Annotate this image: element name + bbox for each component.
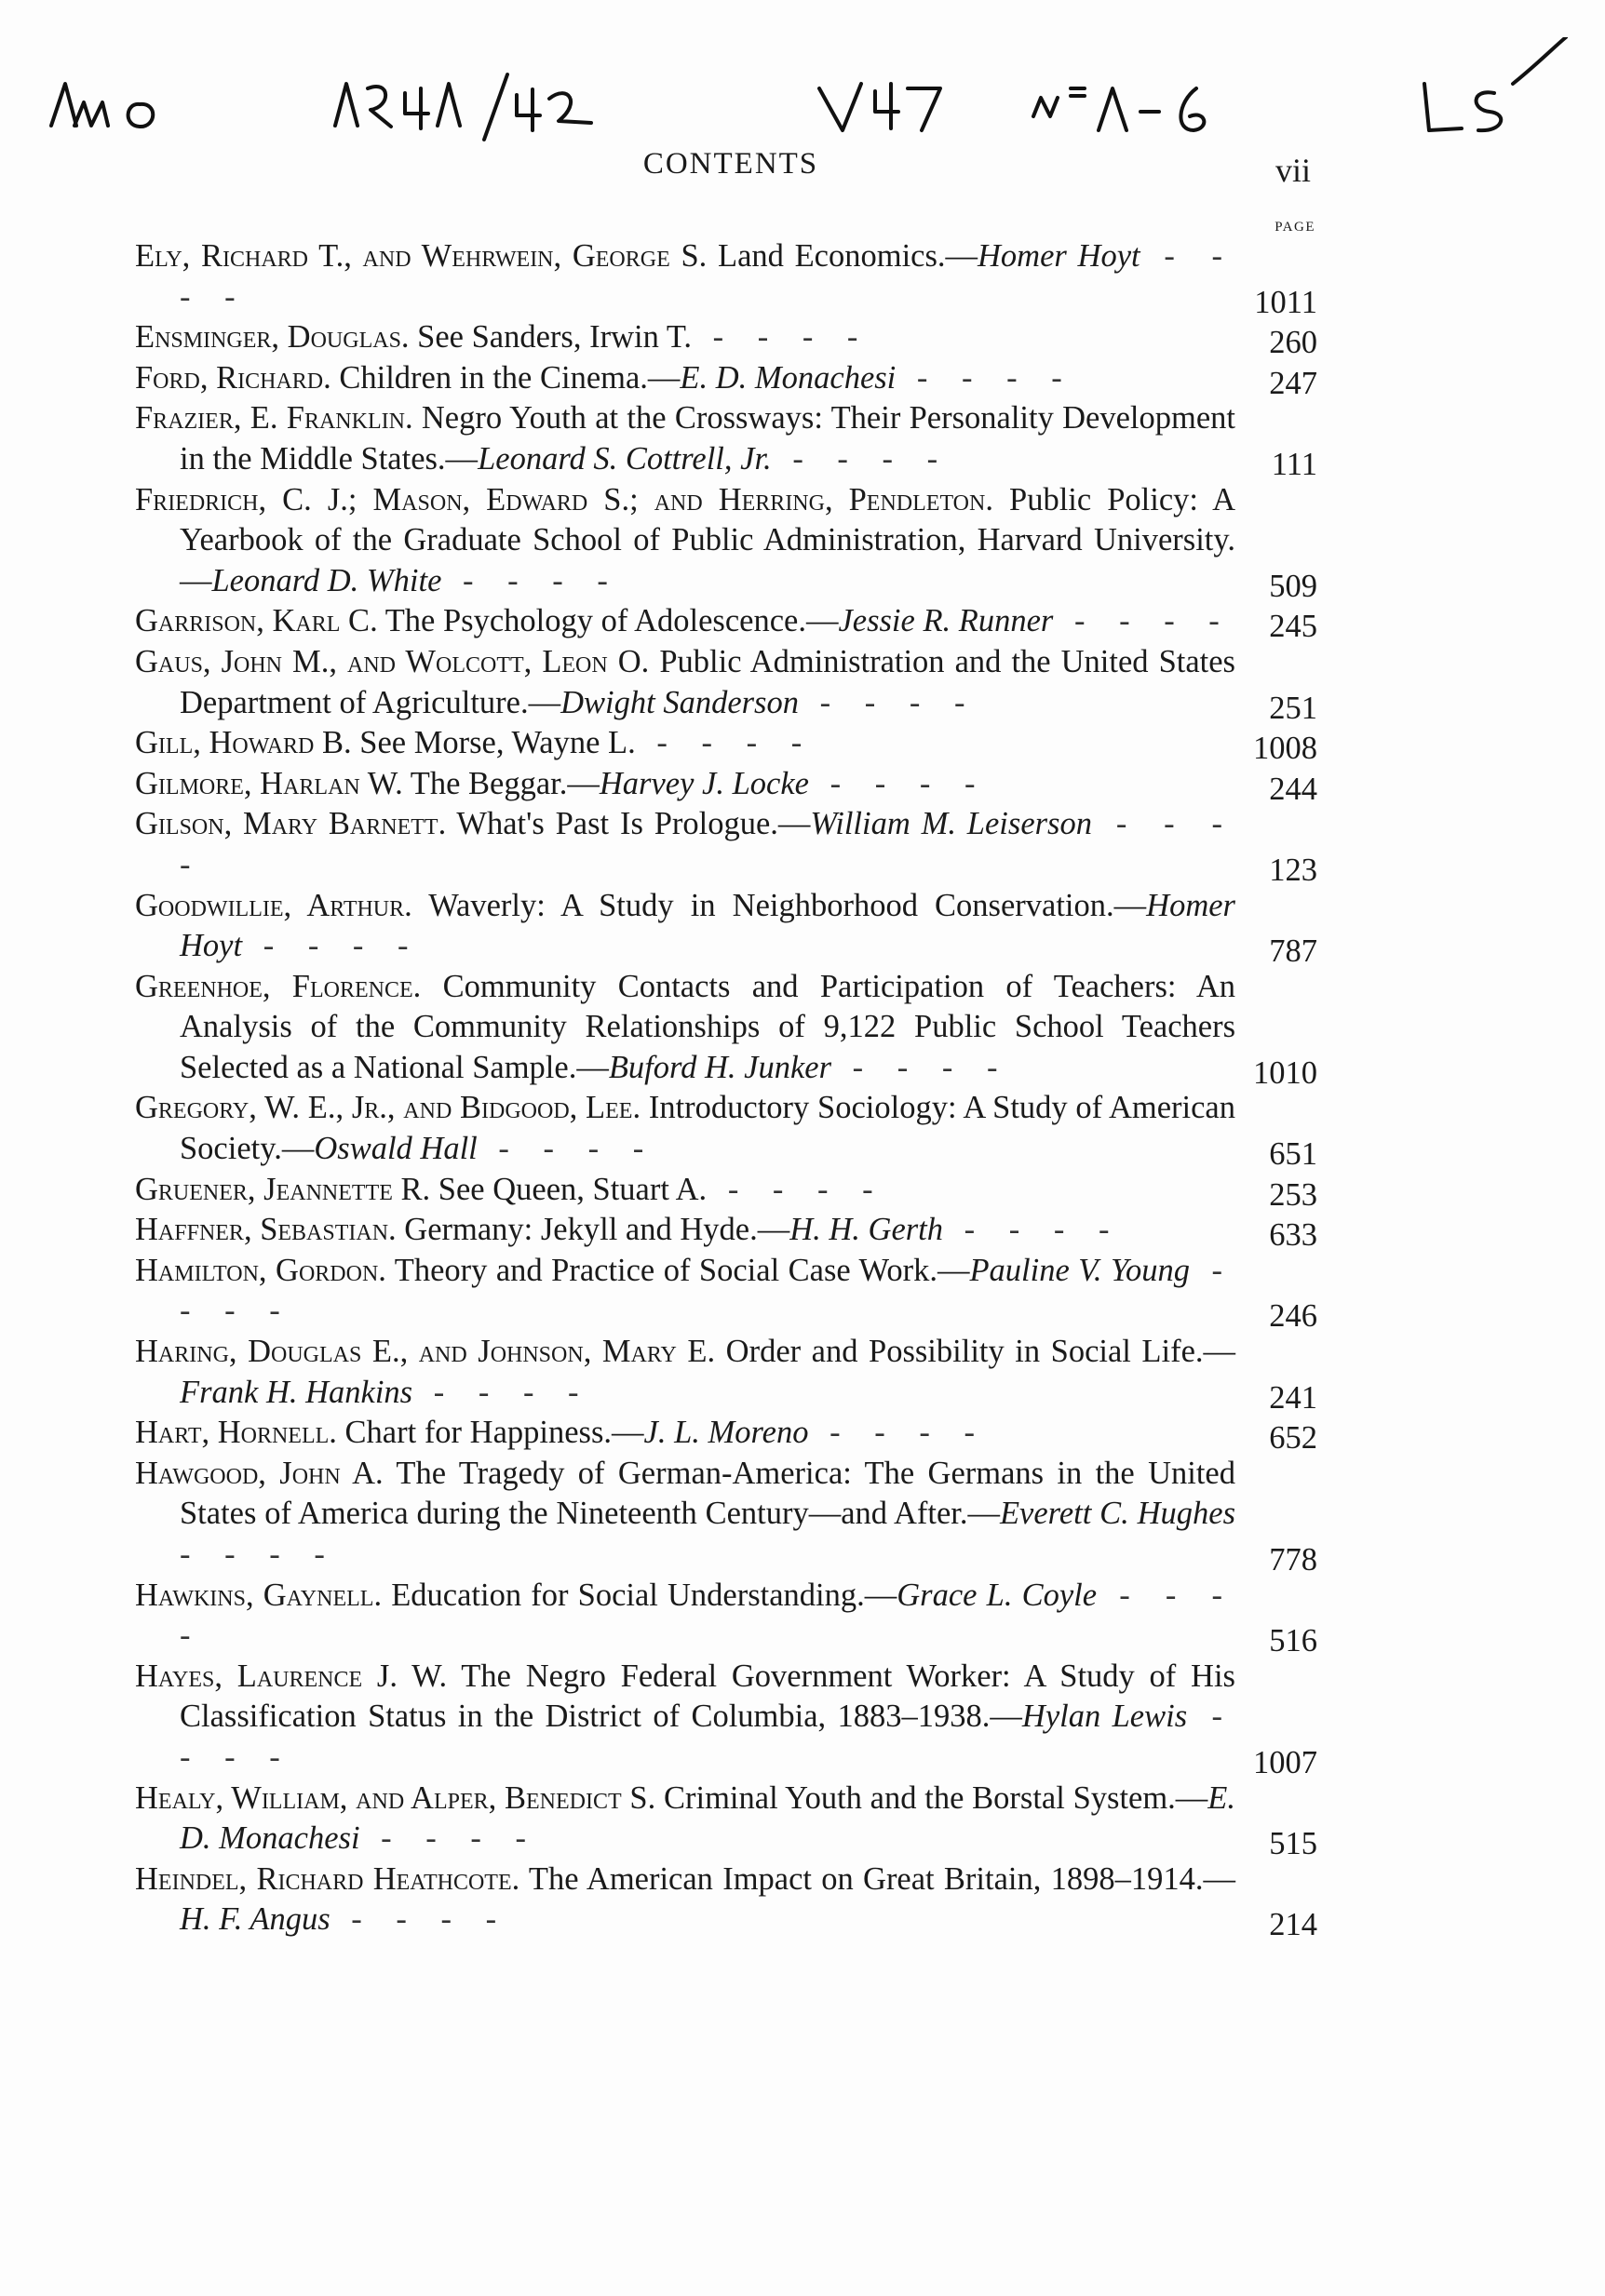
entry-text [135,1454,1235,1576]
contents-entry [135,358,1317,399]
contents-entry [135,236,1317,320]
entry-author: Gill, Howard B. [135,725,352,761]
entry-author: Hayes, Laurence J. W. [135,1658,448,1694]
entry-title: The Negro Federal Government Worker: A Study of His Classification Status in the District of Columbia, 1883–1938.— [180,1658,1235,1735]
entry-text [135,480,1235,602]
page-column-label: PAGE [1275,220,1315,235]
entry-page-number: 251 [1269,690,1317,726]
entry-author: Gilson, Mary Barnett. [135,806,447,842]
entry-author: Hawkins, Gaynell. [135,1577,383,1613]
entry-reviewer: Jessie R. Runner [838,603,1054,639]
dot-leaders: - - - - [441,562,621,598]
contents-entry [135,804,1317,888]
entry-page-number: 253 [1269,1176,1317,1213]
dot-leaders: - - - - [831,1049,1011,1085]
entry-reviewer: Homer Hoyt [978,238,1140,274]
entry-text [135,764,1235,805]
entry-reviewer: Hylan Lewis [1021,1699,1188,1735]
entry-page-number: 247 [1269,365,1317,401]
contents-entry [135,967,1317,1089]
contents-entry [135,1088,1317,1173]
entry-page-number: 123 [1269,852,1317,888]
entry-page-number: 111 [1271,446,1317,482]
entry-title: Germany: Jekyll and Hyde.— [404,1212,790,1248]
entry-reviewer: Leonard S. Cottrell, Jr. [478,440,772,477]
entry-text [135,1251,1235,1332]
entry-reviewer: Leonard D. White [211,562,442,598]
entry-text [135,601,1235,642]
entry-title: See Queen, Stuart A. [438,1171,708,1207]
entry-text [135,642,1235,723]
entry-title: Criminal Youth and the Borstal System.— [664,1779,1208,1816]
entry-title: The Beggar.— [410,765,600,801]
entry-reviewer: Grace L. Coyle [897,1577,1098,1613]
entry-text [135,1779,1235,1860]
contents-entry [135,723,1317,767]
contents-entry [135,1170,1317,1211]
entry-title: Chart for Happiness.— [344,1415,644,1451]
entry-page-number: 241 [1269,1379,1317,1416]
entry-page-number: 516 [1269,1623,1317,1659]
contents-entry [135,601,1317,645]
entry-author: Goodwillie, Arthur. [135,887,412,923]
entry-page-number: 509 [1269,568,1317,604]
entry-author: Gregory, W. E., Jr., and Bidgood, Lee. [135,1090,641,1126]
entry-author: Gruener, Jeannette R. [135,1171,431,1207]
contents-entry [135,1454,1317,1576]
entry-reviewer: H. F. Angus [180,1901,330,1938]
dot-leaders: - - - - [330,1901,510,1938]
entry-text [135,1210,1235,1251]
running-header-page-numeral: vii [1275,152,1311,189]
entry-page-number: 652 [1269,1420,1317,1457]
contents-entry [135,886,1317,970]
contents-entry [135,398,1317,482]
entry-title: Theory and Practice of Social Case Work.— [394,1252,970,1288]
contents-entry [135,480,1317,602]
contents-list [135,236,1317,1943]
entry-page-number: 214 [1269,1907,1317,1943]
entry-author: Healy, William, and Alper, Benedict S. [135,1779,656,1816]
entry-text [135,1170,1235,1211]
entry-title: What's Past Is Prologue.— [456,806,811,842]
entry-text [135,1413,1235,1454]
entry-author: Greenhoe, Florence. [135,968,422,1004]
dot-leaders: - - - - [180,1252,1235,1329]
entry-title: Community Contacts and Participation of Teachers: An Analysis of the Community Relationships of 9,122 Public School Teachers Selected as a National Sample.— [180,968,1236,1085]
entry-author: Haffner, Sebastian. [135,1212,397,1248]
entry-author: Garrison, Karl C. [135,603,378,639]
dot-leaders: - - - - [707,1171,886,1207]
dot-leaders: - - - - [180,806,1235,882]
contents-entry [135,1413,1317,1457]
entry-text [135,358,1235,399]
contents-entry [135,642,1317,726]
entry-title: Public Administration and the United States Department of Agriculture.— [180,643,1235,720]
entry-text [135,317,1235,358]
dot-leaders: - - - - [1053,603,1233,639]
entry-text [135,1332,1235,1413]
entry-reviewer: Buford H. Junker [608,1049,832,1085]
dot-leaders: - - - - [635,725,816,761]
entry-author: Heindel, Richard Heathcote. [135,1860,520,1897]
entry-page-number: 633 [1269,1217,1317,1254]
contents-entry [135,1210,1317,1254]
dot-leaders: - - - - [477,1131,657,1167]
contents-entry [135,1576,1317,1657]
entry-page-number: 1008 [1253,731,1317,767]
dot-leaders: - - - - [771,440,951,477]
dot-leaders: - - - - [798,684,978,720]
entry-title: The Psychology of Adolescence.— [384,603,839,639]
dot-leaders: - - - - [180,1537,338,1572]
entry-author: Ely, Richard T., and Wehrwein, George S. [135,238,708,274]
entry-reviewer: H. H. Gerth [789,1212,944,1248]
entry-text [135,1576,1235,1657]
entry-text [135,804,1235,885]
contents-entry [135,1332,1317,1416]
contents-entry [135,1779,1317,1860]
dot-leaders: - - - - [359,1820,540,1857]
entry-reviewer: E. D. Monachesi [680,359,897,396]
dot-leaders: - - - - [808,765,989,801]
entry-title: Order and Possibility in Social Life.— [725,1334,1236,1370]
entry-page-number: 778 [1269,1542,1317,1578]
entry-title: Waverly: A Study in Neighborhood Conservation.— [428,887,1147,923]
entry-text [135,398,1235,479]
entry-page-number: 246 [1269,1298,1317,1335]
dot-leaders: - - - - [180,1577,1235,1654]
entry-page-number: 245 [1269,609,1317,645]
running-header-title: CONTENTS [642,147,819,181]
entry-author: Gaus, John M., and Wolcott, Leon O. [135,643,650,679]
entry-reviewer: William M. Leiserson [810,806,1092,842]
entry-title: The Tragedy of German-America: The Germans in the United States of America during the Nineteenth Century—and After.— [180,1455,1235,1532]
dot-leaders: - - - - [412,1374,592,1410]
entry-reviewer: Pauline V. Young [969,1252,1190,1288]
entry-page-number: 787 [1269,933,1317,970]
entry-text [135,1088,1235,1169]
entry-author: Hamilton, Gordon. [135,1252,386,1288]
entry-author: Hawgood, John A. [135,1455,384,1491]
entry-reviewer: Dwight Sanderson [560,684,799,720]
entry-page-number: 515 [1269,1826,1317,1862]
entry-title: Introductory Sociology: A Study of American Society.— [180,1090,1235,1167]
contents-entry [135,317,1317,361]
entry-text [135,723,1235,764]
entry-reviewer: Oswald Hall [314,1131,478,1167]
contents-entry [135,1657,1317,1779]
entry-reviewer: J. L. Moreno [643,1415,809,1451]
entry-author: Friedrich, C. J.; Mason, Edward S.; and Herring, Pendleton. [135,481,993,517]
entry-author: Frazier, E. Franklin. [135,400,413,436]
contents-entry [135,1251,1317,1335]
entry-text [135,886,1235,967]
entry-reviewer: Homer Hoyt [180,887,1235,964]
dot-leaders: - - - - [896,359,1075,396]
entry-text [135,1657,1235,1779]
entry-title: Education for Social Understanding.— [391,1577,897,1613]
dot-leaders: - - - - [943,1212,1123,1248]
entry-title: Public Policy: A Yearbook of the Graduate School of Public Administration, Harvard University.— [180,481,1236,598]
dot-leaders: - - - - [808,1415,988,1451]
entry-author: Ensminger, Douglas. [135,319,410,356]
entry-reviewer: Harvey J. Locke [599,765,809,801]
entry-page-number: 1007 [1253,1744,1317,1780]
entry-text [135,236,1235,317]
entry-title: See Morse, Wayne L. [359,725,636,761]
entry-page-number: 1010 [1253,1054,1317,1091]
dot-leaders: - - - - [180,238,1235,315]
entry-text [135,967,1235,1089]
dot-leaders: - - - - [242,928,422,964]
entry-author: Hart, Hornell. [135,1415,337,1451]
entry-author: Haring, Douglas E., and Johnson, Mary E. [135,1334,716,1370]
contents-entry [135,1860,1317,1943]
entry-title: Children in the Cinema.— [339,359,681,396]
entry-author: Gilmore, Harlan W. [135,765,403,801]
entry-page-number: 1011 [1254,284,1317,320]
entry-reviewer: Everett C. Hughes [999,1496,1235,1532]
dot-leaders: - - - - [691,319,871,356]
entry-title: Negro Youth at the Crossways: Their Personality Development in the Middle States.— [180,400,1235,477]
entry-text [135,1860,1235,1940]
entry-reviewer: Frank H. Hankins [180,1374,413,1410]
contents-entry [135,764,1317,805]
entry-title: The American Impact on Great Britain, 1898–1914.— [528,1860,1235,1897]
dot-leaders: - - - - [180,1699,1235,1775]
entry-title: See Sanders, Irwin T. [417,319,692,356]
entry-page-number: 651 [1269,1136,1317,1173]
entry-author: Ford, Richard. [135,359,331,396]
entry-title: Land Economics.— [718,238,978,274]
entry-page-number: 260 [1269,325,1317,361]
entry-reviewer: E. D. Monachesi [180,1779,1235,1857]
entry-page-number: 244 [1269,771,1317,807]
